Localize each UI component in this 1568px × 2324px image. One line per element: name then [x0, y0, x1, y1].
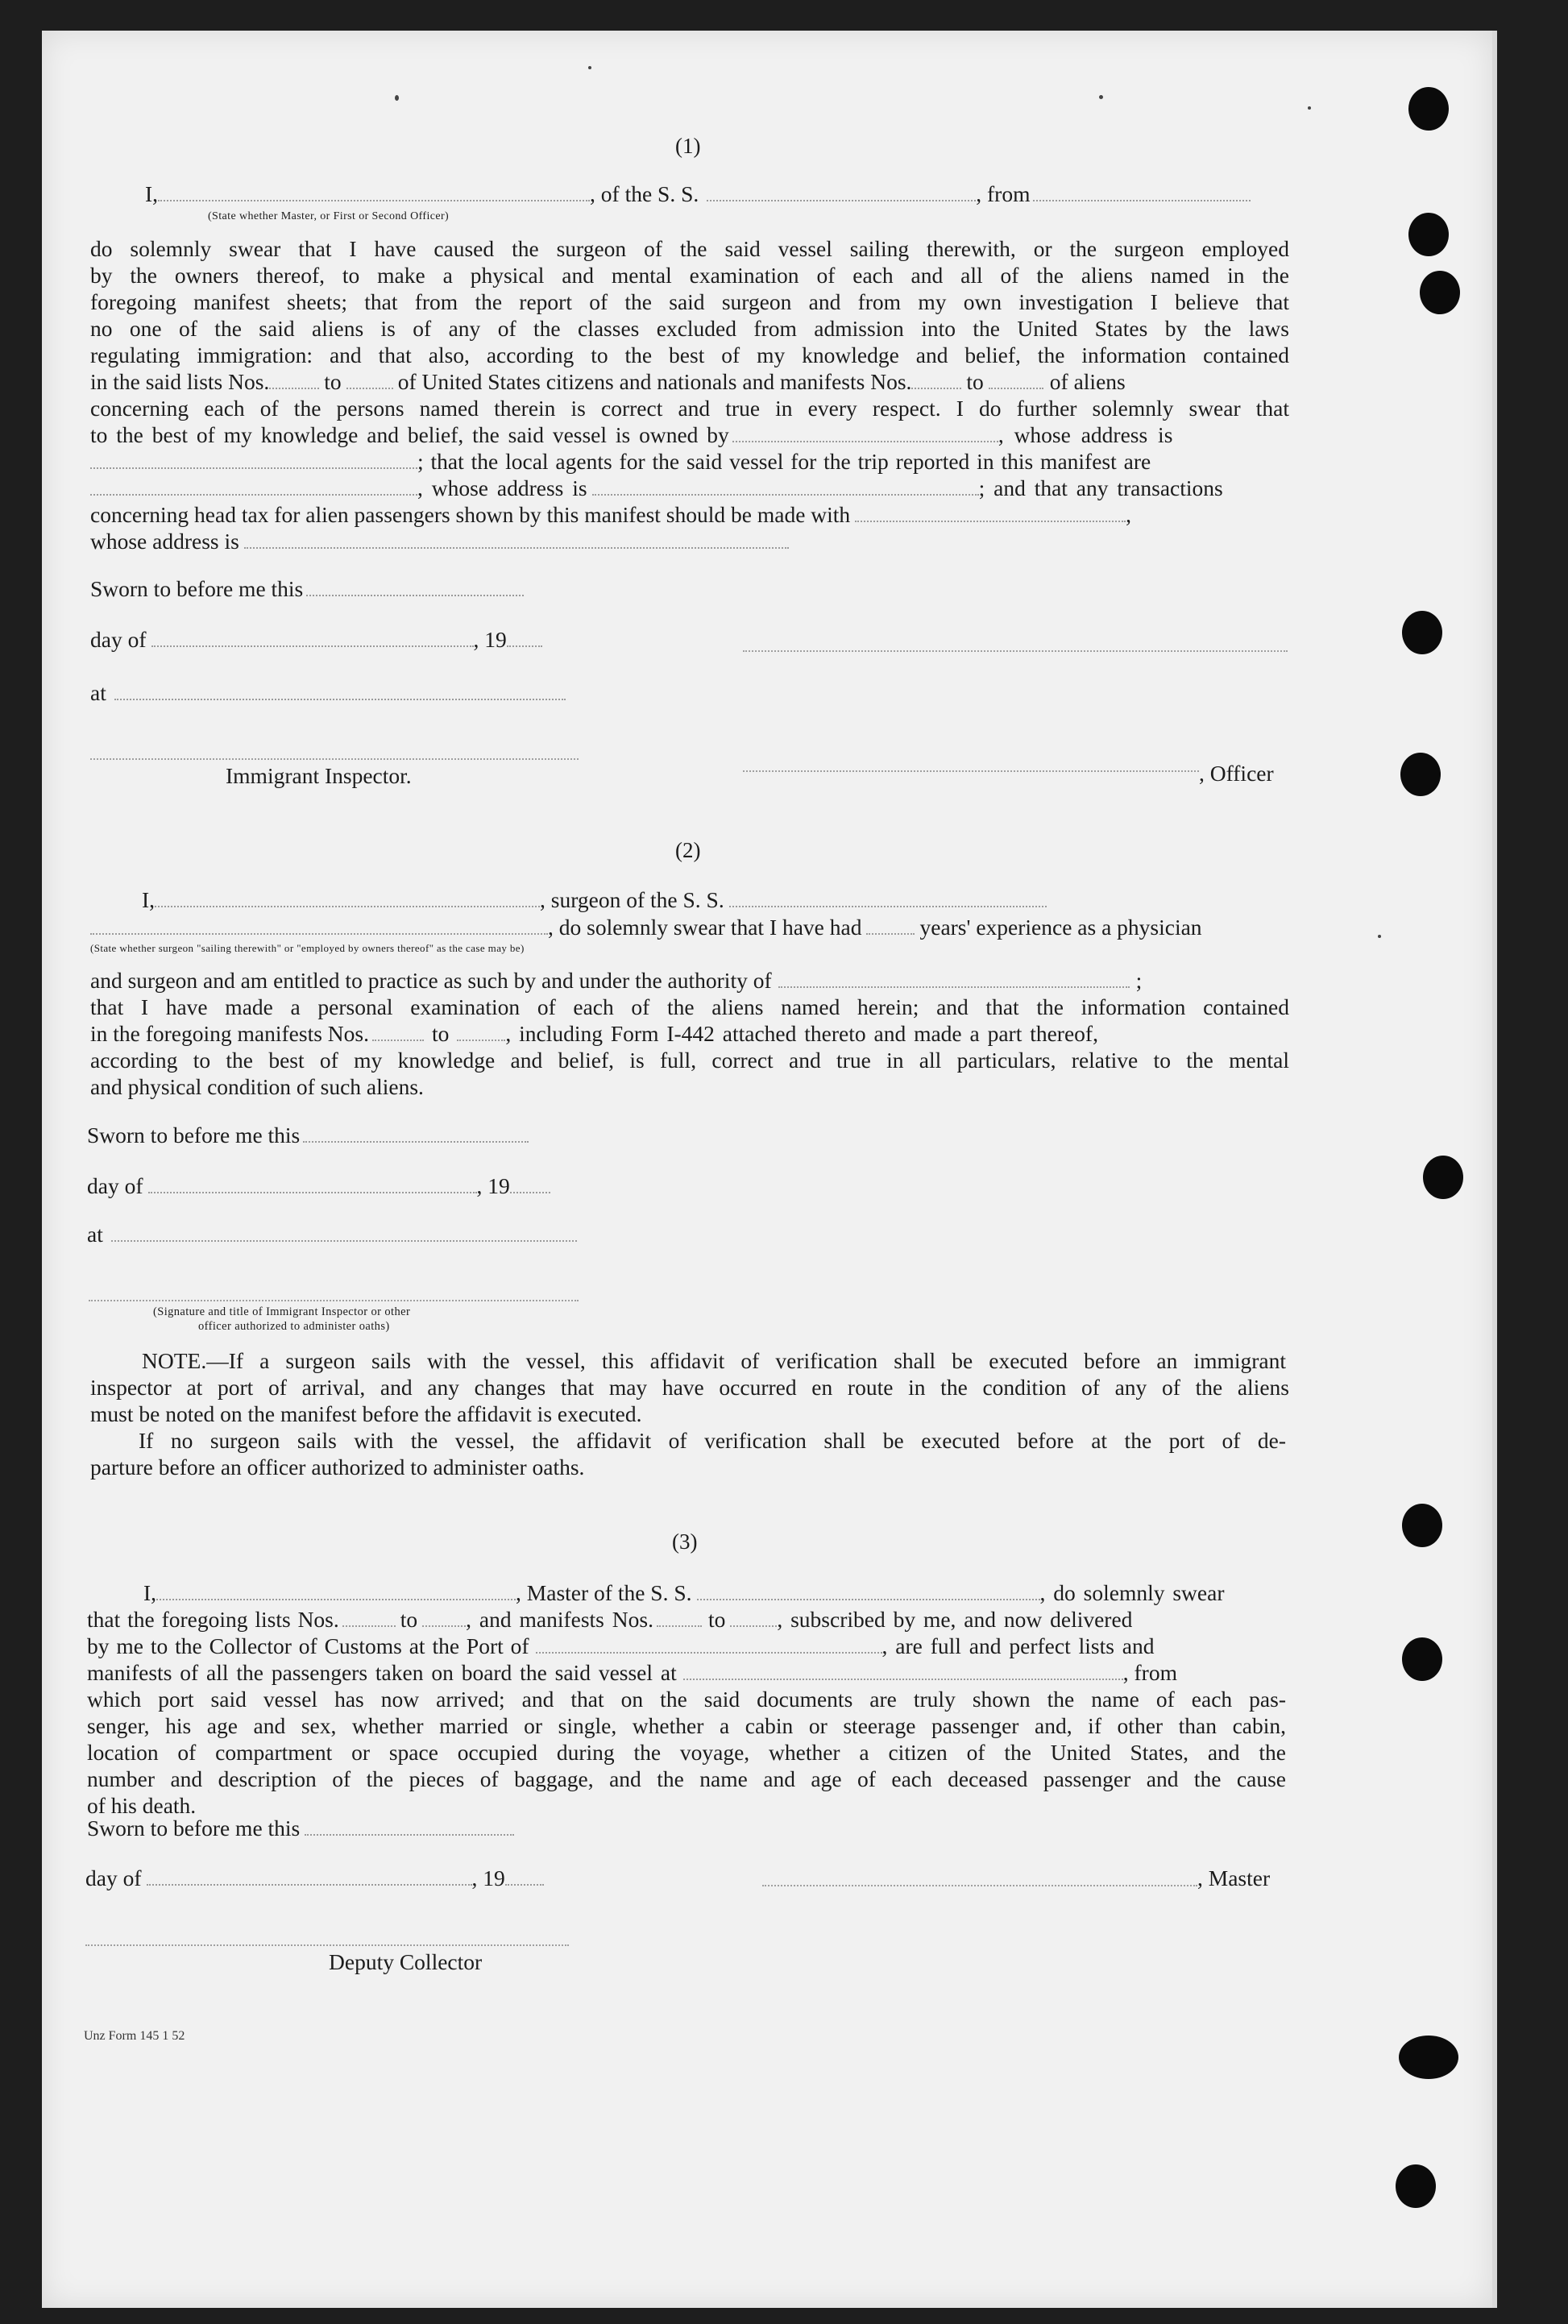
officer-label: , Officer [1199, 761, 1274, 786]
ink-speck [1378, 935, 1381, 938]
from-port-field[interactable] [1033, 182, 1251, 201]
ink-speck [1308, 106, 1311, 110]
text-from-2: , from [1122, 1660, 1177, 1685]
punch-hole [1423, 1156, 1463, 1199]
master-name-field[interactable] [156, 1581, 516, 1600]
text-19: , 19 [473, 627, 507, 652]
surgeon-type-field[interactable] [155, 888, 540, 907]
text-taken-on-board: manifests of all the passengers taken on board the said vessel at [87, 1660, 677, 1685]
punch-hole [1408, 87, 1449, 131]
section-2-manifests-line [90, 1020, 1289, 1047]
section-1-body-1: do solemnly swear that I have caused the surgeon of the said vessel sailing therewith, or the surgeon employed [90, 236, 1289, 261]
ink-speck [1099, 95, 1103, 99]
s2-sworn-day-field[interactable] [303, 1123, 529, 1143]
s2-signature-line[interactable] [89, 1299, 579, 1301]
surgeon-type-caption: (State whether surgeon "sailing therewith" or "employed by owners thereof" as the case may be) [90, 942, 525, 954]
inspector-signature-line[interactable] [90, 757, 579, 760]
section-2-line-1 [90, 886, 1289, 913]
text-comma: , [1126, 502, 1132, 527]
ink-speck [588, 66, 591, 69]
text-subscribed: , subscribed by me, and now delivered [777, 1607, 1133, 1632]
text-at-2: at [87, 1222, 103, 1247]
lists-to-field[interactable] [346, 370, 393, 389]
section-2-body-2: according to the best of my knowledge and belief, is full, correct and true in all particulars, relative to the mental [90, 1048, 1289, 1073]
section-1-owned-line [90, 421, 1289, 448]
text-authority: and surgeon and am entitled to practice as such by and under the authority of [90, 968, 772, 993]
text-full-perfect: , are full and perfect lists and [881, 1633, 1155, 1658]
text-foregoing-lists: that the foregoing lists Nos. [87, 1607, 339, 1632]
text-to-2: to [966, 369, 984, 394]
s3-manifests-from-field[interactable] [657, 1608, 702, 1627]
text-sworn-3: Sworn to before me this [87, 1816, 301, 1841]
text-whose-address-2: , whose address is [417, 475, 587, 500]
section-1-whose-line [90, 528, 1289, 554]
vessel-name-field[interactable] [707, 182, 976, 201]
head-tax-party-field[interactable] [855, 503, 1126, 522]
sworn-month-field[interactable] [151, 628, 474, 647]
section-3-body-1: which port said vessel has now arrived; and that on the said documents are truly shown the name of each pas- [87, 1687, 1286, 1712]
text-semicolon: ; [1135, 968, 1143, 993]
s3-lists-from-field[interactable] [342, 1608, 396, 1627]
section-2-body-1: that I have made a personal examination of each of the aliens named herein; and that the information contained [90, 994, 1289, 1019]
s2-sworn-place-field[interactable] [111, 1222, 577, 1242]
text-local-agents: ; that the local agents for the said vessel for the trip reported in this manifest are [417, 449, 1151, 474]
manifests-to-field[interactable] [989, 370, 1043, 389]
port-field[interactable] [536, 1634, 882, 1654]
ink-speck [395, 95, 399, 101]
note-line-1: NOTE.—If a surgeon sails with the vessel, this affidavit of verification shall be executed before an immigrant [142, 1348, 1286, 1373]
section-2-dayof [87, 1172, 1286, 1199]
section-3-board-line [87, 1659, 1286, 1686]
officer-rank-caption: (State whether Master, or First or Second Officer) [208, 210, 450, 222]
text-manifests-nos: in the foregoing manifests Nos. [90, 1021, 369, 1046]
text-i-3: I, [143, 1580, 157, 1605]
text-surgeon-of: , surgeon of the S. S. [540, 887, 724, 912]
s2-manifests-from-field[interactable] [372, 1022, 424, 1041]
s3-vessel-field[interactable] [697, 1581, 1040, 1600]
text-of-aliens: of aliens [1049, 369, 1126, 394]
text-whose-address: , whose address is [998, 422, 1173, 447]
text-citizens-manifests: of United States citizens and nationals and manifests Nos. [397, 369, 912, 394]
section-2-line-2 [90, 914, 1289, 940]
note-line-4: If no surgeon sails with the vessel, the affidavit of verification shall be executed before at the port of de- [139, 1428, 1286, 1453]
section-2-sworn [87, 1122, 1286, 1148]
section-2-number: (2) [675, 838, 701, 862]
owner-address-field[interactable] [90, 450, 417, 469]
section-1-lists-line [90, 368, 1289, 395]
years-experience-field[interactable] [866, 915, 915, 935]
s3-sworn-day-field[interactable] [305, 1816, 514, 1836]
section-3-dayof [85, 1865, 1284, 1891]
section-1-line-1 [90, 181, 1289, 207]
section-1-agents-line [90, 448, 1289, 475]
form-number: Unz Form 145 1 52 [84, 2029, 185, 2043]
text-collector: by me to the Collector of Customs at the Port of [87, 1633, 529, 1658]
section-1-concerning: concerning each of the persons named therein is correct and true in every respect. I do further solemnly swear that [90, 396, 1289, 421]
punch-hole [1402, 1637, 1442, 1681]
punch-hole [1402, 611, 1442, 654]
text-sworn-2: Sworn to before me this [87, 1123, 301, 1147]
text-day-of: day of [90, 627, 147, 652]
section-1-body-2: by the owners thereof, to make a physical and mental examination of each and all of the aliens named in the [90, 263, 1289, 288]
inspector-label: Immigrant Inspector. [226, 763, 412, 788]
signature-caption-1: (Signature and title of Immigrant Inspector or other [153, 1305, 411, 1318]
surgeon-name-field[interactable] [90, 915, 548, 935]
note-line-3: must be noted on the manifest before the affidavit is executed. [90, 1401, 642, 1426]
text-whose-address-3: whose address is [90, 529, 239, 554]
deputy-signature-line[interactable] [85, 1944, 569, 1946]
text-at: at [90, 680, 106, 705]
master-label: , Master [1197, 1865, 1271, 1890]
text-day-of-2: day of [87, 1173, 143, 1198]
s2-manifests-to-field[interactable] [457, 1022, 505, 1041]
text-and-manifests: , and manifests Nos. [466, 1607, 653, 1632]
section-1-body-4: no one of the said aliens is of any of the classes excluded from admission into the United States by the laws [90, 316, 1289, 341]
text-lists-nos: in the said lists Nos. [90, 369, 270, 394]
officer-rank-field[interactable] [158, 182, 590, 201]
punch-hole [1396, 2164, 1436, 2208]
note-line-5: parture before an officer authorized to administer oaths. [90, 1455, 585, 1479]
text-day-of-3: day of [85, 1865, 142, 1890]
section-1-at [90, 679, 1289, 706]
s2-sworn-month-field[interactable] [148, 1174, 477, 1193]
sworn-year-field[interactable] [507, 628, 542, 647]
section-3-body-2: senger, his age and sex, whether married or single, whether a cabin or steerage passenger and, if other than cabin, [87, 1713, 1286, 1738]
section-3-line-1 [87, 1579, 1286, 1606]
text-years-had: , do solemnly swear that I have had [548, 915, 862, 940]
boarding-port-field[interactable] [683, 1661, 1123, 1680]
s3-lists-to-field[interactable] [422, 1608, 466, 1627]
sworn-day-field[interactable] [306, 577, 524, 596]
section-3-body-5: of his death. [87, 1793, 197, 1818]
text-to-5: to [707, 1607, 726, 1632]
agents-field[interactable] [90, 476, 417, 496]
text-19-3: , 19 [471, 1865, 505, 1890]
text-head-tax: concerning head tax for alien passengers shown by this manifest should be made with [90, 502, 851, 527]
section-1-number: (1) [675, 134, 701, 158]
text-i-2: I, [142, 887, 156, 912]
section-3-number: (3) [672, 1529, 698, 1554]
section-1-headtax-line [90, 501, 1289, 528]
text-do-swear: , do solemnly swear [1039, 1580, 1225, 1605]
text-to: to [324, 369, 342, 394]
owner-field[interactable] [732, 423, 998, 442]
punch-hole [1400, 753, 1441, 796]
text-i: I, [145, 181, 159, 206]
sworn-place-field[interactable] [114, 681, 566, 700]
text-sworn: Sworn to before me this [90, 576, 304, 601]
agents-address-field[interactable] [592, 476, 979, 496]
punch-hole [1420, 271, 1460, 314]
manifests-from-field[interactable] [911, 370, 961, 389]
punch-hole [1399, 2036, 1458, 2079]
text-master-of: , Master of the S. S. [516, 1580, 692, 1605]
surgeon-vessel-field[interactable] [729, 888, 1047, 907]
text-from: , from [976, 181, 1031, 206]
s3-sworn-year-field[interactable] [505, 1866, 544, 1886]
text-to-4: to [400, 1607, 418, 1632]
s2-sworn-year-field[interactable] [510, 1174, 550, 1193]
section-2-at [87, 1221, 1286, 1247]
head-tax-address-field[interactable] [244, 529, 789, 549]
text-19-2: , 19 [476, 1173, 510, 1198]
section-3-sworn [87, 1815, 1286, 1841]
section-3-lists-line [87, 1606, 1286, 1633]
text-years-experience: years' experience as a physician [919, 915, 1202, 940]
section-2-authority-line [90, 967, 1289, 994]
section-1-body-3: foregoing manifest sheets; that from the report of the said surgeon and from my own investigation I believe that [90, 289, 1289, 314]
officer-signature-line-1[interactable] [743, 649, 1288, 652]
section-3-body-4: number and description of the pieces of baggage, and the name and age of each deceased passenger and the cause [87, 1766, 1286, 1791]
punch-hole [1402, 1504, 1442, 1547]
s3-manifests-to-field[interactable] [730, 1608, 777, 1627]
section-3-body-3: location of compartment or space occupied during the voyage, whether a citizen of the United States, and the [87, 1740, 1286, 1765]
text-transactions: ; and that any transactions [978, 475, 1223, 500]
text-including-form: , including Form I-442 attached thereto and made a part thereof, [505, 1021, 1098, 1046]
section-1-address-line [90, 475, 1289, 501]
officer-signature-line-2[interactable] [743, 770, 1199, 772]
text-of-ss: , of the S. S. [590, 181, 699, 206]
s3-sworn-month-field[interactable] [147, 1866, 472, 1886]
text-owned-by: to the best of my knowledge and belief, the said vessel is owned by [90, 422, 729, 447]
note-line-2: inspector at port of arrival, and any changes that may have occurred en route in the condition of any of the aliens [90, 1375, 1289, 1400]
page-edge [1492, 31, 1497, 2308]
signature-caption-2: officer authorized to administer oaths) [198, 1320, 390, 1333]
text-to-3: to [431, 1021, 450, 1046]
lists-from-field[interactable] [269, 370, 319, 389]
section-1-sworn [90, 575, 1289, 602]
section-3-port-line [87, 1633, 1286, 1659]
deputy-collector-label: Deputy Collector [329, 1949, 483, 1974]
punch-hole [1408, 213, 1449, 256]
section-1-body-5: regulating immigration: and that also, according to the best of my knowledge and belief, the information contained [90, 342, 1289, 367]
section-2-body-3: and physical condition of such aliens. [90, 1074, 424, 1099]
master-signature-line[interactable] [762, 1884, 1197, 1886]
authority-field[interactable] [778, 969, 1130, 988]
